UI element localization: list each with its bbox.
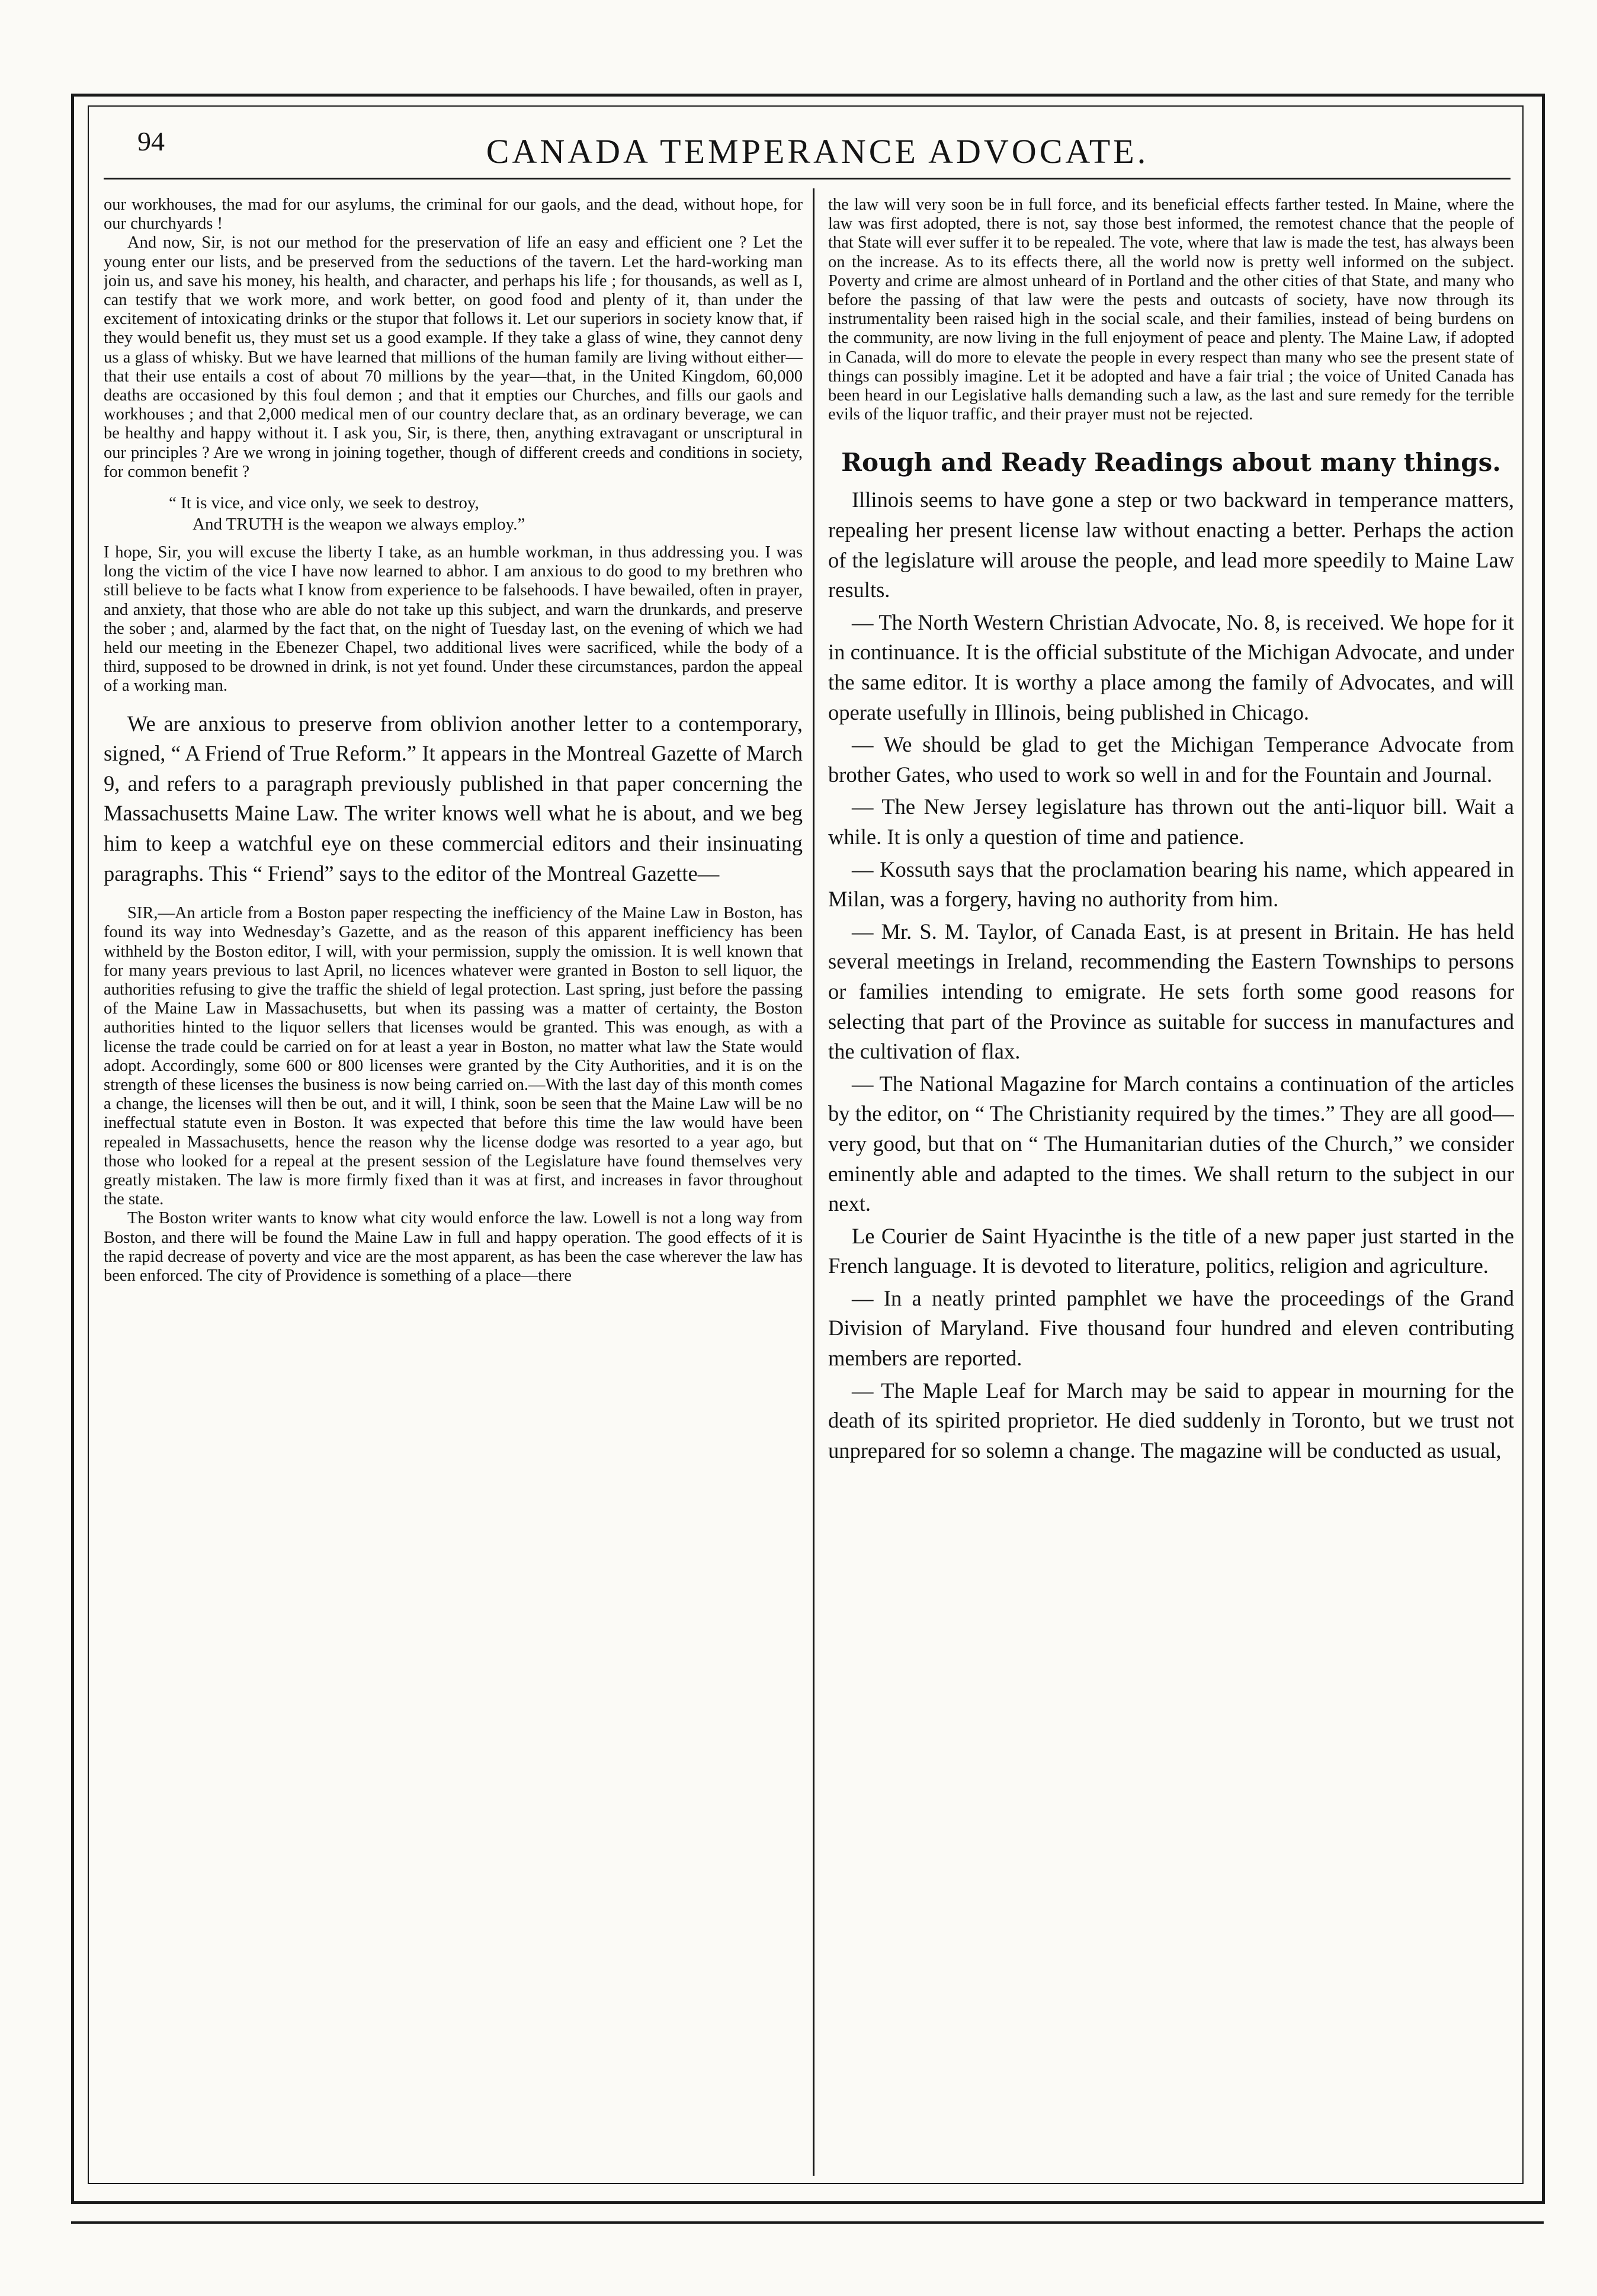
continued-paragraph: the law will very soon be in full force, and its beneficial effects farther tested. In Maine, where the law was first adopted, there is not, say those best informed, the remotest chance that the people of that State will ever suffer it to be repealed. The vote, where that law is made the test, has always been on the increase. As to its effects there, all the world now is pretty well informed on the subject. Poverty and crime are almost unheard of in Portland and the other cities of that State, and many who before the passing of that law were the pests and outcasts of society, have now through its instrumentality been raised high in the social scale, and their families, instead of being burdens on the community, are now living in the full enjoyment of peace and plenty. The Maine Law, if adopted in Canada, will do more to elevate the people in every respect than many who see the present state of things can possibly imagine. Let it be adopted and have a fair trial ; the voice of United Canada has been heard in our Legislative halls demanding such a law, as the last and sure remedy for the terrible evils of the liquor traffic, and their prayer must not be rejected. bbox=[828, 195, 1514, 424]
column-divider bbox=[813, 188, 814, 2176]
page-number: 94 bbox=[137, 126, 165, 156]
reading-item: Le Courier de Saint Hyacinthe is the title of a new paper just started in the French language. It is devoted to literature, politics, religion and agriculture. bbox=[828, 1223, 1514, 1278]
reading-item: — We should be glad to get the Michigan Temperance Advocate from brother Gates, who used to work so well in and for the Fountain and Journal. bbox=[828, 732, 1514, 787]
bottom-rule bbox=[71, 2221, 1544, 2224]
letter-paragraph: And now, Sir, is not our method for the preservation of life an easy and efficient one ? Let the young enter our lists, and be preserved from the seductions of the tavern. Let the hard-working man join us, and save his money, his health, and character, and perhaps his life ; for thousands, as well as I, can testify that we work more, and work better, on good food and plenty of it, than under the excitement of intoxicating drinks or the stupor that follows it. Let our superiors in society know that, if they would benefit us, they must set us a good example. If they take a glass of wine, they cannot deny us a glass of whisky. But we have learned that millions of the human family are living without either—that their use entails a cost of about 70 millions by the year—that, in the United Kingdom, 60,000 deaths are occasioned by this foul demon ; and that it empties our Churches, and fills our gaols and workhouses ; and that 2,000 medical men of our country declare that, as an ordinary beverage, we can be healthy and happy without it. I ask you, Sir, is there, then, anything extravagant or unscriptural in our principles ? Are we wrong in joining together, though of different creeds and conditions in society, for common benefit ? bbox=[104, 233, 803, 481]
letter-closing: I hope, Sir, you will excuse the liberty I take, as an humble workman, in thus addressing you. I was long the victim of the vice I have now learned to abhor. I am anxious to do good to my brethren who still believe to be facts what I know from experience to be falsehoods. I have bewailed, often in prayer, and anxiety, that those who are able do not take up this subject, and warn the drunkards, and preserve the sober ; and, alarmed by the fact that, on the night of Tuesday last, on the evening of which we had held our meeting in the Ebenezer Chapel, two additional lives were sacrificed, while the body of a third, supposed to be drowned in drink, is not yet found. Under these circumstances, pardon the appeal of a working man. bbox=[104, 543, 803, 695]
reading-item: — Mr. S. M. Taylor, of Canada East, is at present in Britain. He has held several meetings in Ireland, recommending the Eastern Townships to persons or families intending to emigrate. He sets forth some good reasons for selecting that part of the Province as suitable for success in manufactures and the cultivation of flax. bbox=[828, 919, 1514, 1064]
reading-item: — In a neatly printed pamphlet we have the proceedings of the Grand Division of Maryland. Five thousand four hundred and eleven contributing members are reported. bbox=[828, 1285, 1514, 1371]
reading-item: — The New Jersey legislature has thrown out the anti-liquor bill. Wait a while. It is only a question of time and patience. bbox=[828, 794, 1514, 849]
reading-item: — The National Magazine for March contains a continuation of the articles by the editor, on “ The Christianity required by the times.” They are all good—very good, but that on “ The Humanitarian duties of the Church,” we consider eminently able and adapted to the times. We shall return to the subject in our next. bbox=[828, 1071, 1514, 1216]
editorial-paragraph: We are anxious to preserve from oblivion another letter to a contemporary, signed, “ A Friend of True Reform.” It appears in the Montreal Gazette of March 9, and refers to a paragraph previously published in that paper concerning the Massachusetts Maine Law. The writer knows well what he is about, and we beg him to keep a watchful eye on these commercial editors and their insinuating paragraphs. This “ Friend” says to the editor of the Montreal Gazette— bbox=[104, 711, 803, 886]
verse-line: And TRUTH is the weapon we always employ.” bbox=[193, 515, 525, 534]
reading-item: — Kossuth says that the proclamation bearing his name, which appeared in Milan, was a forgery, having no authority from him. bbox=[828, 857, 1514, 912]
second-letter-paragraph: The Boston writer wants to know what city would enforce the law. Lowell is not a long way from Boston, and there will be found the Maine Law in full and happy operation. The good effects of it is the rapid decrease of poverty and vice are the most apparent, as has been the case wherever the law has been enforced. The city of Providence is something of a place—there bbox=[104, 1209, 803, 1285]
verse-line: “ It is vice, and vice only, we seek to destroy, bbox=[169, 493, 479, 513]
reading-item: — The North Western Christian Advocate, No. 8, is received. We hope for it in continuance. It is the official substitute of the Michigan Advocate, and under the same editor. It is worthy a place among the family of Advocates, and will operate usefully in Illinois, being published in Chicago. bbox=[828, 610, 1514, 724]
readings-list bbox=[828, 485, 1514, 1466]
left-column bbox=[104, 195, 803, 2177]
letter-text bbox=[104, 195, 803, 482]
reading-item: Illinois seems to have gone a step or two backward in temperance matters, repealing her present license law without enacting a better. Perhaps the action of the legislature will arouse the people, and lead more speedily to Maine Law results. bbox=[828, 488, 1514, 602]
letter-paragraph: our workhouses, the mad for our asylums, the criminal for our gaols, and the dead, without hope, for our churchyards ! bbox=[104, 195, 803, 233]
page-header: CANADA TEMPERANCE ADVOCATE. bbox=[486, 132, 1149, 171]
reading-item: — The Maple Leaf for March may be said to appear in mourning for the death of its spirited proprietor. He died suddenly in Toronto, but we trust not unprepared for so solemn a change. The magazine will be conducted as usual, bbox=[828, 1378, 1514, 1463]
right-column bbox=[828, 195, 1514, 2177]
second-letter-paragraph: SIR,—An article from a Boston paper respecting the inefficiency of the Maine Law in Boston, has found its way into Wednesday’s Gazette, and as the reason of this apparent inefficiency has been withheld by the Boston editor, I will, with your permission, supply the omission. It is well known that for many years previous to last April, no licences whatever were granted in Boston to sell liquor, the authorities refusing to give the traffic the shield of legal protection. Last spring, just before the passing of the Maine Law in Massachusetts, but when its passing was a matter of certainty, the Boston authorities hinted to the liquor sellers that licenses would be granted. This was enough, as with a license the trade could be carried on for at least a year in Boston, no matter what law the State would adopt. Accordingly, some 600 or 800 licenses were granted by the City Authorities, and it is on the strength of these licenses the business is now being carried on.—With the last day of this month comes a change, the licenses will then be out, and it will, I think, soon be seen that the Maine Law will be no ineffectual statute even in Boston. It was expected that before this time the law would have been repealed in Massachusetts, hence the reason why the license dodge was resorted to a year ago, but those who looked for a repeal at the present session of the Legislature have found themselves very greatly mistaken. The law is more firmly fixed than it was at first, and increases in favor throughout the state. bbox=[104, 904, 803, 1209]
verse-quote bbox=[104, 492, 803, 535]
section-title: Rough and Ready Readings about many things. bbox=[841, 448, 1501, 477]
header-rule bbox=[104, 178, 1511, 179]
